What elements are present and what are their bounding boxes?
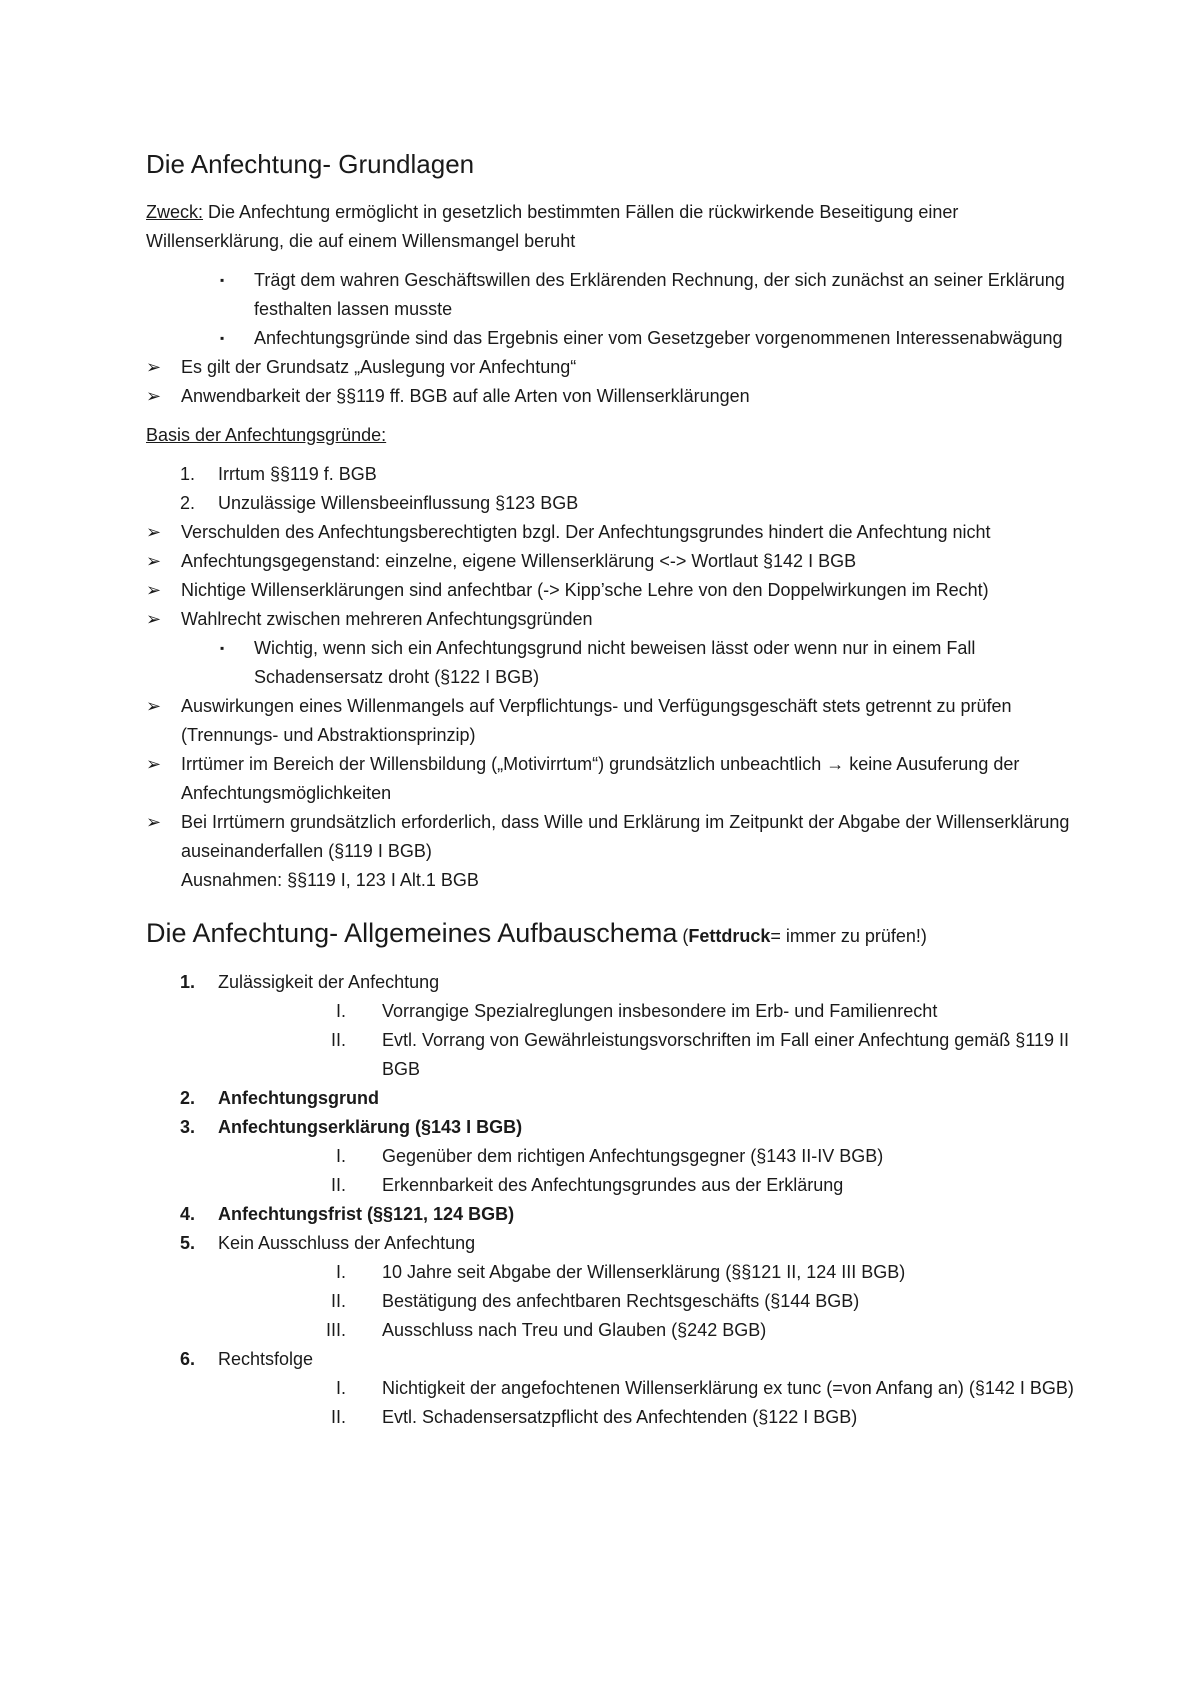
arrow-list-item: [146, 382, 1076, 411]
schema-substep: [146, 1374, 1076, 1403]
zweck-paragraph: [146, 198, 1076, 256]
basis-label: Basis der Anfechtungsgründe:: [146, 425, 387, 445]
roman-number: III.: [325, 1320, 346, 1340]
bullet-text: Anfechtungsgründe sind das Ergebnis einer vom Gesetzgeber vorgenommenen Interessenabwägung: [254, 328, 1063, 348]
arrow-item-text: Wahlrecht zwischen mehreren Anfechtungsgründen: [181, 609, 593, 629]
zweck-text: Die Anfechtung ermöglicht in gesetzlich bestimmten Fällen die rückwirkende Beseitigung einer Willenserklärung, die auf einem Willensmangel beruht: [146, 202, 959, 251]
arrow-item-text: Auswirkungen eines Willenmangels auf Verpflichtungs- und Verfügungsgeschäft stets getrennt zu prüfen (Trennungs- und Abstraktionsprinzip): [181, 696, 1012, 745]
arrow-item-text: Anfechtungsgegenstand: einzelne, eigene Willenserklärung <-> Wortlaut §142 I BGB: [181, 551, 857, 571]
square-bullet-icon: ▪: [220, 273, 225, 287]
schema-step: [146, 968, 1076, 997]
ausnahmen-text: Ausnahmen: §§119 I, 123 I Alt.1 BGB: [181, 870, 479, 890]
arrow-list-2: [146, 518, 1076, 634]
basis-heading: [146, 421, 1076, 450]
arrow-list-item: [146, 547, 1076, 576]
zweck-label: Zweck:: [146, 202, 204, 222]
schema-substep: [146, 1258, 1076, 1287]
substep-text: Ausschluss nach Treu und Glauben (§242 BGB): [382, 1320, 767, 1340]
substep-text: Nichtigkeit der angefochtenen Willenserklärung ex tunc (=von Anfang an) (§142 I BGB): [382, 1378, 1074, 1398]
wahlrecht-bullet: [146, 634, 1076, 692]
schema-substep: [146, 1171, 1076, 1200]
basis-list: [146, 460, 1076, 518]
arrow-bullet-icon: ➢: [146, 696, 162, 716]
schema-substep: [146, 997, 1076, 1026]
bullet-text: Trägt dem wahren Geschäftswillen des Erklärenden Rechnung, der sich zunächst an seiner Erklärung festhalten lassen musste: [254, 270, 1065, 319]
step-number: 2.: [180, 1088, 196, 1108]
arrow-list-item: [146, 576, 1076, 605]
basis-list-item: [146, 489, 1076, 518]
schema-step: [146, 1229, 1076, 1258]
irrtuemer-zeitpunkt-item: [146, 808, 1076, 895]
arrow-bullet-icon: ➢: [146, 386, 162, 406]
step-text: Kein Ausschluss der Anfechtung: [218, 1233, 476, 1253]
irrtuemer-item: [146, 750, 1076, 808]
arrow-bullet-icon: ➢: [146, 580, 162, 600]
arrow-item-text: Anwendbarkeit der §§119 ff. BGB auf alle Arten von Willenserklärungen: [181, 386, 750, 406]
step-number: 6.: [180, 1349, 196, 1369]
grundlagen-bullet-item: [146, 266, 1076, 324]
arrow-bullet-icon: ➢: [146, 812, 162, 832]
schema-substep: [146, 1316, 1076, 1345]
aufbauschema-note: (Fettdruck= immer zu prüfen!): [677, 926, 927, 946]
substep-text: Evtl. Vorrang von Gewährleistungsvorschriften im Fall einer Anfechtung gemäß §119 II BGB: [382, 1030, 1070, 1079]
step-number: 5.: [180, 1233, 196, 1253]
step-number: 4.: [180, 1204, 196, 1224]
irrtuemer-zeitpunkt-text: Bei Irrtümern grundsätzlich erforderlich, dass Wille und Erklärung im Zeitpunkt der Abgabe der Willenserklärung auseinanderfallen (§119 I BGB): [181, 812, 1070, 861]
basis-item-text: Irrtum §§119 f. BGB: [218, 464, 377, 484]
step-text: Anfechtungsfrist (§§121, 124 BGB): [218, 1204, 515, 1224]
section-title-grundlagen: Die Anfechtung- Grundlagen: [146, 149, 475, 179]
roman-number: II.: [330, 1291, 346, 1311]
substep-text: Gegenüber dem richtigen Anfechtungsgegner (§143 II-IV BGB): [382, 1146, 884, 1166]
arrow-list-3: [146, 692, 1076, 750]
arrow-item-text: Verschulden des Anfechtungsberechtigten bzgl. Der Anfechtungsgrundes hindert die Anfechtung nicht: [181, 522, 991, 542]
roman-number: I.: [335, 1001, 346, 1021]
step-text: Anfechtungsgrund: [218, 1088, 379, 1108]
step-text: Zulässigkeit der Anfechtung: [218, 972, 440, 992]
roman-number: I.: [335, 1262, 346, 1282]
section-title-aufbauschema: [146, 917, 1076, 952]
right-arrow-icon: →: [826, 754, 845, 774]
roman-number: I.: [335, 1378, 346, 1398]
substep-text: Bestätigung des anfechtbaren Rechtsgeschäfts (§144 BGB): [382, 1291, 860, 1311]
arrow-bullet-icon: ➢: [146, 551, 162, 571]
arrow-bullet-icon: ➢: [146, 522, 162, 542]
arrow-item-text: Es gilt der Grundsatz „Auslegung vor Anfechtung“: [181, 357, 577, 377]
arrow-bullet-icon: ➢: [146, 609, 162, 629]
schema-step: [146, 1345, 1076, 1374]
arrow-list-item: [146, 605, 1076, 634]
substep-text: Erkennbarkeit des Anfechtungsgrundes aus der Erklärung: [382, 1175, 844, 1195]
list-number: 1.: [180, 464, 196, 484]
arrow-item-text: Nichtige Willenserklärungen sind anfechtbar (-> Kipp’sche Lehre von den Doppelwirkungen im Recht): [181, 580, 989, 600]
arrow-bullet-icon: ➢: [146, 357, 162, 377]
schema-substep: [146, 1287, 1076, 1316]
roman-number: I.: [335, 1146, 346, 1166]
list-number: 2.: [180, 493, 196, 513]
schema-substep: [146, 1403, 1076, 1432]
step-number: 1.: [180, 972, 196, 992]
square-bullet-icon: ▪: [220, 331, 225, 345]
step-number: 3.: [180, 1117, 196, 1137]
roman-number: II.: [330, 1175, 346, 1195]
aufbauschema-list: [146, 968, 1076, 1432]
document-page: [146, 148, 1076, 1432]
irrtuemer-text-a: Irrtümer im Bereich der Willensbildung („Motivirrtum“) grundsätzlich unbeachtlich: [181, 754, 827, 774]
substep-text: Evtl. Schadensersatzpflicht des Anfechtenden (§122 I BGB): [382, 1407, 858, 1427]
aufbauschema-title: Die Anfechtung- Allgemeines Aufbauschema: [146, 918, 678, 948]
schema-step: [146, 1084, 1076, 1113]
schema-step: [146, 1113, 1076, 1142]
step-text: Anfechtungserklärung (§143 I BGB): [218, 1117, 523, 1137]
arrow-list-item: [146, 518, 1076, 547]
schema-substep: [146, 1026, 1076, 1084]
schema-step: [146, 1200, 1076, 1229]
basis-list-item: [146, 460, 1076, 489]
square-bullet-icon: ▪: [220, 641, 225, 655]
grundlagen-arrows: [146, 353, 1076, 411]
substep-text: 10 Jahre seit Abgabe der Willenserklärung (§§121 II, 124 III BGB): [382, 1262, 906, 1282]
arrow-list-item: [146, 353, 1076, 382]
arrow-bullet-icon: ➢: [146, 754, 162, 774]
wahlrecht-bullet-text: Wichtig, wenn sich ein Anfechtungsgrund nicht beweisen lässt oder wenn nur in einem Fall Schadensersatz droht (§122 I BGB): [254, 638, 976, 687]
irrtuemer-text-b: keine Ausuferung der Anfechtungsmöglichkeiten: [181, 754, 1020, 803]
step-text: Rechtsfolge: [218, 1349, 314, 1369]
substep-text: Vorrangige Spezialreglungen insbesondere im Erb- und Familienrecht: [382, 1001, 938, 1021]
schema-substep: [146, 1142, 1076, 1171]
grundlagen-bullets: [146, 266, 1076, 353]
basis-item-text: Unzulässige Willensbeeinflussung §123 BGB: [218, 493, 579, 513]
roman-number: II.: [330, 1407, 346, 1427]
arrow-list-item: [146, 692, 1076, 750]
roman-number: II.: [330, 1030, 346, 1050]
grundlagen-bullet-item: [146, 324, 1076, 353]
